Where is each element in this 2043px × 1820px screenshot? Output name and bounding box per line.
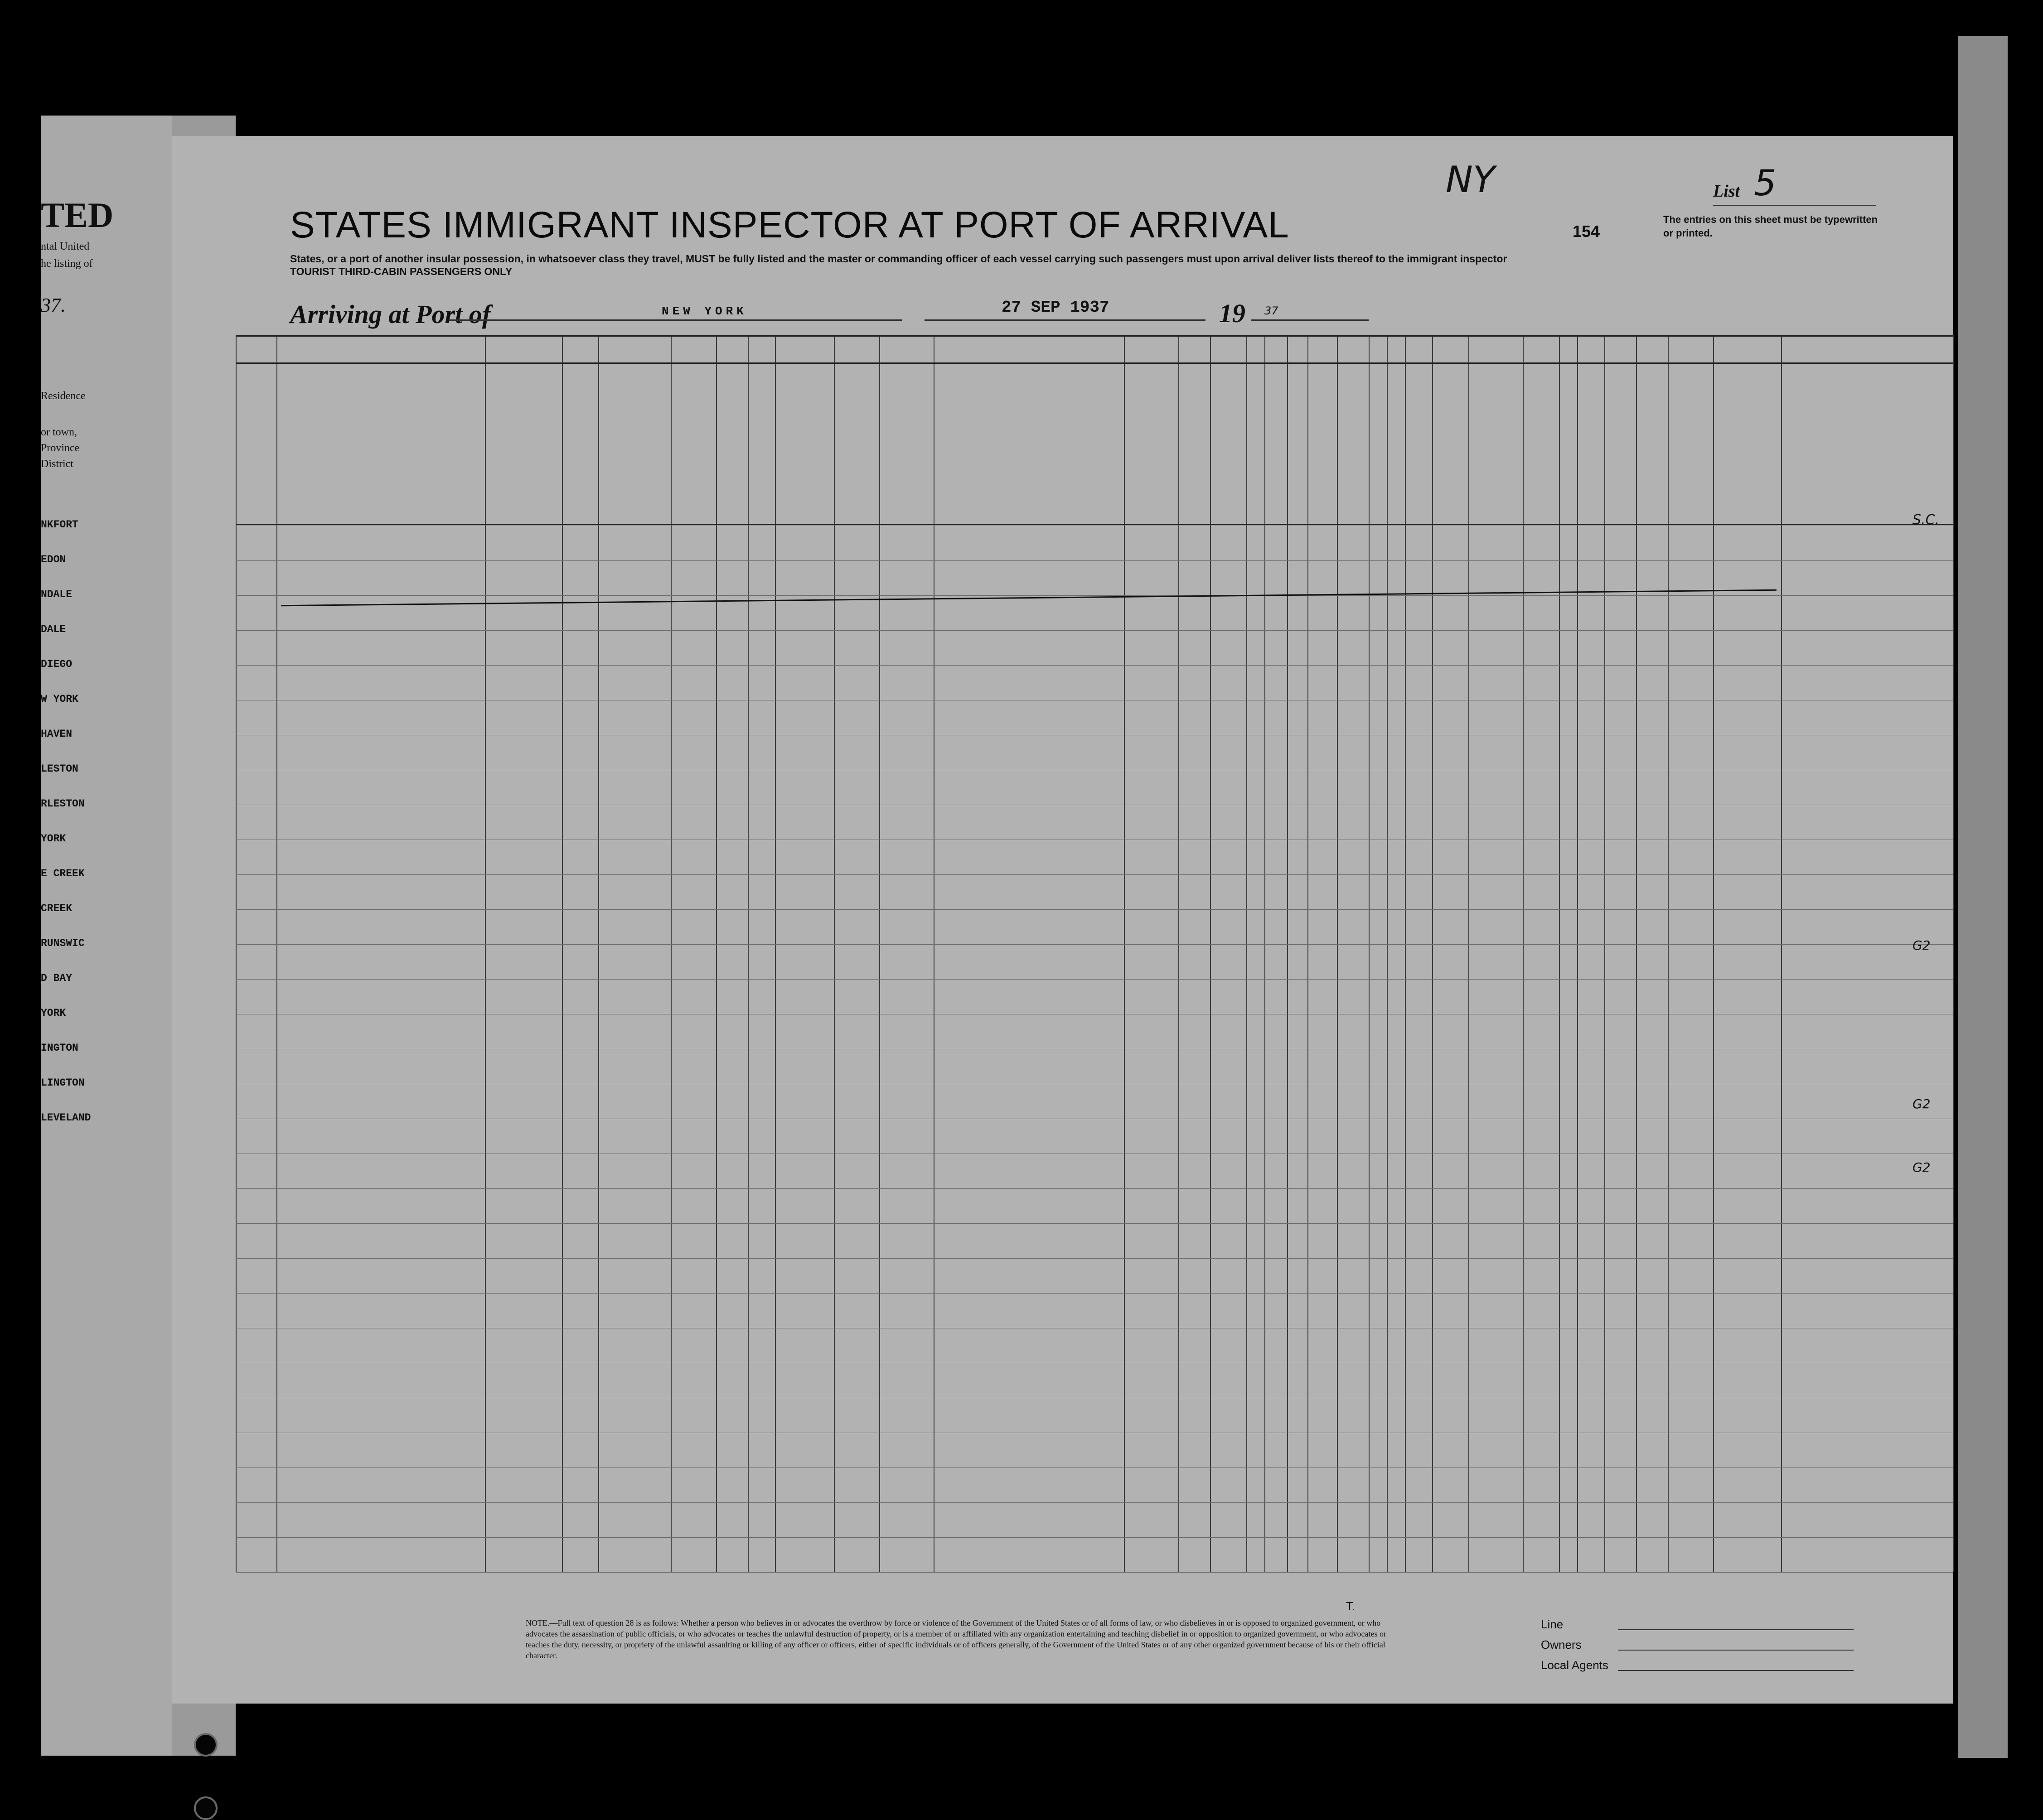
column-rule [1337,335,1338,1572]
left-page-residence-entry: LESTON [41,763,78,775]
left-page-residence-entry: NDALE [41,589,73,600]
row-rule [236,1188,1953,1189]
margin-note-row10: G2 [1912,938,1931,953]
column-rule [276,335,277,1572]
column-rule [1713,335,1714,1572]
footer-t-label: T. [1346,1599,1356,1613]
row-rule [236,1572,1953,1573]
header-rule [236,524,1953,525]
column-rule [1432,335,1433,1572]
page-title: STATES IMMIGRANT INSPECTOR AT PORT OF ARRIVAL [290,204,1289,246]
list-number: 5 [1754,163,1777,204]
row-rule [236,1502,1953,1503]
column-rule [1264,335,1265,1572]
left-page-residence-entry: NKFORT [41,519,78,531]
column-rule [1405,335,1406,1572]
footer-agents-rule [1618,1670,1854,1671]
year-rule [1251,319,1369,321]
state-handwritten: NY [1446,159,1495,201]
column-rule [1953,335,1954,1572]
sheet-number: 154 [1573,222,1600,241]
row-rule [236,979,1953,980]
column-rule [716,335,717,1572]
left-page-residence-label: Residence [41,390,86,402]
punch-hole [194,1796,218,1820]
column-rule [748,335,749,1572]
left-page-residence-entry: RUNSWIC [41,937,85,949]
port-rule [449,319,902,321]
row-rule [236,1258,1953,1259]
footer-agents-label: Local Agents [1541,1658,1608,1672]
column-rule [562,335,563,1572]
row-rule [236,874,1953,875]
left-page-heading: TED [41,195,114,235]
date-rule [925,319,1205,321]
column-rule [1246,335,1247,1572]
left-page-residence-entry: D BAY [41,972,73,984]
left-page-residence-entry: DIEGO [41,658,73,670]
column-rule [879,335,880,1572]
right-page-edge [1958,36,2008,1758]
left-page-residence-entry: INGTON [41,1042,78,1054]
left-page-subtitle-2: he listing of [41,258,93,270]
row-rule [236,630,1953,631]
left-page-residence-entry: E CREEK [41,868,85,879]
arriving-label: Arriving at Port of [290,299,491,329]
column-rule [775,335,776,1572]
list-label: List [1713,182,1740,201]
strike-through [281,589,1777,607]
list-rule [1713,205,1876,206]
column-rule [1468,335,1469,1572]
column-rule [1307,335,1308,1572]
column-rule [1124,335,1125,1572]
question-28-footnote: NOTE.—Full text of question 28 is as follows: Whether a person who believes in or advocates the overthrow by force or violence of the Government of the United States or of all forms of law, or who disbelieves in or is opposed to organized government, or who advocates the assassination of public officials, or who advocates or teaches the unlawful destruction of property, or is a member of or affiliated with any organization entertaining and teaching disbelief in or opposition to organized government, or who advocates or teaches the duty, necessity, or propriety of the unlawful assaulting or killing of any officer or officers, either of specific individuals or of officers generally, of the Government of the United States or of any other organized government because of his or their official character. [526,1618,1386,1660]
row-rule [236,944,1953,945]
footer-line-label: Line [1541,1617,1564,1631]
row-rule [236,595,1953,596]
footer-line-rule [1618,1629,1854,1630]
row-rule [236,1537,1953,1538]
column-rule [1636,335,1637,1572]
left-page-residence-entry: HAVEN [41,728,73,740]
left-page-residence-entry: LINGTON [41,1077,85,1089]
column-rule [1178,335,1179,1572]
row-rule [236,909,1953,910]
row-rule [236,1293,1953,1294]
left-page-residence-entry: RLESTON [41,798,85,810]
left-page-year: 37. [41,294,66,316]
footer-owners-label: Owners [1541,1638,1582,1651]
column-rule [1604,335,1605,1572]
column-rule [1387,335,1388,1572]
left-page-residence-sub-2: Province [41,442,80,454]
column-rule [1523,335,1524,1572]
punch-hole [194,1733,218,1757]
left-page-residence-sub-3: District [41,458,73,470]
list-block [1446,159,1899,272]
column-rule [834,335,835,1572]
manifest-sheet [172,136,1953,1704]
header-instructions: States, or a port of another insular possession, in whatsoever class they travel, MUST be fully listed and the master or commanding officer of each vessel carrying such passengers must upon arrival deliver lists thereof to the immigrant inspector [290,253,1507,265]
column-rule [671,335,672,1572]
column-rule [1559,335,1560,1572]
column-rule [1210,335,1211,1572]
left-page-residence-entry: W YORK [41,693,78,705]
row-rule [236,560,1953,561]
left-page-residence-sub-1: or town, [41,426,77,438]
year-prefix: 19 [1219,299,1245,328]
column-rule [1577,335,1578,1572]
date-stamp: 27 SEP 1937 [1002,298,1109,317]
left-page-residence-entry: YORK [41,1007,66,1019]
column-rule [1369,335,1370,1572]
left-page-residence-entry: YORK [41,833,66,845]
left-page-subtitle-1: ntal United [41,241,90,252]
left-page-residence-entry: CREEK [41,903,73,914]
class-line: TOURIST THIRD-CABIN PASSENGERS ONLY [290,266,513,277]
year-suffix: 37 [1264,304,1278,317]
footer-owners-rule [1618,1650,1854,1651]
left-page-residence-entry: LEVELAND [41,1112,91,1124]
column-rule [598,335,599,1572]
column-rule [236,335,237,1572]
row-rule [236,665,1953,666]
column-rule [1668,335,1669,1572]
column-rule [485,335,486,1572]
header-rule [236,335,1953,337]
left-page-fragment [41,116,174,1756]
margin-note-row16: G2 [1912,1160,1931,1175]
header-rule [236,362,1953,364]
left-page-residence-entry: EDON [41,554,66,565]
column-rule [1287,335,1288,1572]
port-value: NEW YORK [662,304,747,318]
margin-note-row1: S.C. [1912,512,1940,528]
typewritten-note: The entries on this sheet must be typewritten or printed. [1663,214,1878,239]
left-page-residence-entry: DALE [41,623,66,635]
column-rule [1781,335,1782,1572]
row-rule [236,1223,1953,1224]
manifest-table [236,335,1953,1649]
margin-note-row14: G2 [1912,1096,1931,1111]
